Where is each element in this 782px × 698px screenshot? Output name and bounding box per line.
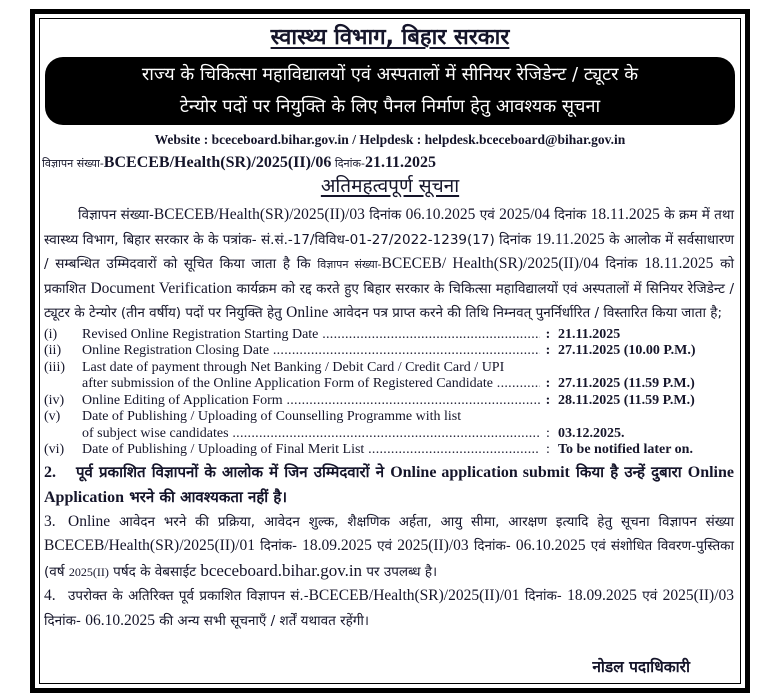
- schedule-item-number: (vi): [44, 442, 65, 457]
- website-link[interactable]: bceceboard.bihar.gov.in: [200, 560, 363, 580]
- p4-ref: 2025(II)/03: [662, 587, 735, 604]
- helpdesk-label: Helpdesk :: [359, 132, 422, 147]
- p4-text: एवं: [636, 588, 663, 604]
- paragraph-number: 3.: [44, 512, 56, 530]
- p1-term: Document Verification: [90, 279, 233, 297]
- p1-text: के आलोक में सर्वसाधारण / सम्बन्धित उम्मिदवारों को सूचित किया जाता है कि: [44, 231, 734, 272]
- contact-separator: /: [352, 132, 356, 147]
- p3-text: आवेदन भरने की प्रक्रिया, आवेदन शुल्क, शैक्षणिक अर्हता, आयु सीमा, आरक्षण इत्यादि हेतु सूचना विज्ञापन संख्या: [110, 513, 734, 530]
- schedule-item-label: Date of Publishing / Uploading of Counselling Programme with list: [82, 409, 462, 424]
- advertisement-date: 21.11.2025: [364, 154, 437, 171]
- p1-text: कार्यक्रम को रद्द करते हुए बिहार सरकार के चिकित्सा महाविद्यालयों एवं अस्पतालों में सिनियर रेजिडेन्ट / ट्यूटर के टेन्योर (तीन वर्षीय) पदों पर नियुक्ति हेतु: [44, 280, 735, 321]
- paragraph-number: 4.: [44, 587, 56, 604]
- contact-line: [40, 131, 740, 149]
- p1-ref: 2025/04: [499, 206, 550, 223]
- p4-date: 18.09.2025: [567, 587, 637, 604]
- schedule-colon: :: [545, 326, 551, 342]
- paragraph-2: [44, 460, 734, 510]
- schedule-item-label: Online Registration Closing Date .....: [82, 343, 540, 360]
- paragraph-1: [44, 203, 734, 326]
- schedule-colon: :: [546, 425, 550, 441]
- schedule-item: [44, 442, 734, 459]
- p4-date: 06.10.2025: [85, 611, 155, 629]
- schedule-item-continuation: [44, 376, 734, 393]
- schedule-colon: :: [546, 442, 550, 457]
- p2-text: पूर्व प्रकाशित विज्ञापनों के आलोक में जिन उम्मिदवारों ने: [76, 462, 391, 481]
- schedule-item: [44, 360, 734, 377]
- schedule-item-number: (iii): [44, 359, 65, 375]
- schedule-colon: :: [545, 376, 551, 391]
- advertisement-number: [42, 153, 436, 174]
- schedule-item: [44, 393, 734, 410]
- schedule-list: [44, 327, 734, 459]
- schedule-item-label: Date of Publishing / Uploading of Final Merit List .....: [82, 442, 540, 459]
- notice-outer-border: [30, 9, 750, 693]
- schedule-item-continuation: [44, 426, 734, 443]
- p3-text: पर उपलब्ध है।: [362, 563, 438, 580]
- p1-date: 18.11.2025: [644, 255, 714, 272]
- p4-text: दिनांक-: [44, 612, 86, 629]
- p1-date: 19.11.2025: [535, 230, 605, 248]
- schedule-item-label: Revised Online Registration Starting Date .....: [82, 327, 540, 344]
- schedule-item-value: 27.11.2025 (10.00 P.M.): [558, 343, 696, 358]
- p3-text: दिनांक-: [468, 538, 516, 554]
- p4-ref: BCECEB/Health(SR)/2025(II)/01: [308, 587, 520, 604]
- p1-term: Online: [286, 304, 329, 321]
- schedule-item: [44, 327, 734, 344]
- department-title: [40, 23, 740, 53]
- p3-term: Online: [68, 512, 111, 530]
- p4-text: की अन्य सभी सूचनाएँ / शर्तें यथावत रहेंगी।: [154, 612, 370, 629]
- p3-text: एवं: [371, 538, 398, 554]
- schedule-item-number: (iv): [44, 392, 65, 408]
- p1-text: को प्रकाशित: [44, 256, 734, 297]
- schedule-item: [44, 409, 734, 426]
- p4-text: उपरोक्त के अतिरिक्त पूर्व प्रकाशित विज्ञापन सं.-: [68, 588, 309, 604]
- schedule-item-label: Last date of payment through Net Banking / Debit Card / Credit Card / UPI: [82, 359, 505, 375]
- signatory-designation: नोडल पदाधिकारी: [592, 658, 690, 676]
- p1-text: के क्रम में तथा स्वास्थ्य विभाग, बिहार सरकार के के पत्रांक- सं.सं.-17/विविध-01-27/2022-1239(17) दिनांक: [44, 207, 735, 248]
- paragraph-3: [44, 510, 734, 585]
- schedule-item-value: 03.12.2025.: [558, 425, 625, 441]
- p1-text: दिनांक: [549, 207, 591, 223]
- schedule-item-value: To be notified later on.: [558, 442, 693, 457]
- p2-text: किया है उन्हें दुबारा: [569, 462, 688, 481]
- p1-date: 06.10.2025: [405, 206, 476, 223]
- schedule-item-label: after submission of the Online Application Form of Registered Candidate .....: [82, 376, 540, 393]
- p3-date: 06.10.2025: [515, 537, 586, 554]
- p1-text: एवं: [475, 207, 500, 223]
- advertisement-label: विज्ञापन संख्या-: [42, 157, 104, 170]
- p1-ref: BCECEB/Health(SR)/2025(II)/03: [153, 206, 365, 223]
- schedule-item-label: Online Editing of Application Form .....: [82, 393, 540, 410]
- p1-text: विज्ञापन संख्या-: [317, 258, 382, 271]
- p1-text: दिनांक: [364, 207, 406, 223]
- schedule-item-value: 28.11.2025 (11.59 P.M.): [558, 392, 695, 408]
- notice-body: [44, 203, 734, 633]
- schedule-item-number: (i): [44, 326, 58, 342]
- notice-heading-text: अतिमहत्वपूर्ण सूचना: [320, 175, 460, 197]
- department-title-text: स्वास्थ्य विभाग, बिहार सरकार: [270, 25, 510, 50]
- notice-inner-border: [39, 18, 741, 684]
- p3-text: पर्षद के वेबसाईट: [108, 563, 201, 580]
- helpdesk-email-link[interactable]: helpdesk.bceceboard@bihar.gov.in: [424, 132, 626, 147]
- notice-heading: [40, 173, 740, 199]
- p2-term: Online Application: [44, 463, 734, 506]
- paragraph-4: [44, 584, 734, 633]
- schedule-item-label: of subject wise candidates .....: [82, 426, 540, 443]
- p3-ref: 2025(II)/03: [397, 537, 469, 554]
- p1-text: आवेदन पत्र प्राप्त करने की तिथि निम्नवत् पुनर्निर्धारित / विस्तारित किया जाता है;: [328, 305, 723, 321]
- notice-title-banner: [45, 57, 735, 125]
- banner-line-2: टेन्योर पदों पर नियुक्ति के लिए पैनल निर्माण हेतु आवश्यक सूचना: [179, 96, 601, 117]
- p1-date: 18.11.2025: [590, 206, 660, 223]
- website-label: Website :: [154, 132, 209, 147]
- p2-term: Online application submit: [390, 463, 570, 481]
- schedule-item-number: (v): [44, 409, 61, 424]
- p3-text: दिनांक-: [254, 538, 303, 554]
- p3-ref: BCECEB/Health(SR)/2025(II)/01: [44, 537, 255, 554]
- p3-text: एवं संशोधित विवरण-पुस्तिका (वर्ष: [44, 538, 735, 580]
- p1-text: विज्ञापन संख्या-: [78, 207, 154, 223]
- p4-text: दिनांक-: [519, 588, 568, 604]
- advertisement-code: BCECEB/Health(SR)/2025(II)/06: [103, 154, 332, 171]
- p3-date: 18.09.2025: [302, 537, 372, 554]
- paragraph-number: 2.: [44, 463, 56, 481]
- p2-text: भरने की आवश्यकता नहीं है।: [124, 487, 288, 506]
- schedule-colon: :: [545, 343, 551, 358]
- schedule-item: [44, 343, 734, 360]
- p1-ref: BCECEB/ Health(SR)/2025(II)/04: [381, 255, 599, 272]
- schedule-item-value: 21.11.2025: [558, 326, 621, 342]
- p3-ref: 2025(II): [68, 564, 109, 579]
- p1-text: दिनांक: [598, 256, 645, 272]
- schedule-item-value: 27.11.2025 (11.59 P.M.): [558, 376, 695, 391]
- schedule-item-number: (ii): [44, 343, 62, 358]
- schedule-colon: :: [545, 392, 551, 408]
- website-link[interactable]: bceceboard.bihar.gov.in: [211, 132, 349, 147]
- advertisement-date-label: दिनांक-: [331, 157, 365, 170]
- banner-line-1: राज्य के चिकित्सा महाविद्यालयों एवं अस्पतालों में सीनियर रेजिडेन्ट / ट्यूटर के: [141, 64, 639, 85]
